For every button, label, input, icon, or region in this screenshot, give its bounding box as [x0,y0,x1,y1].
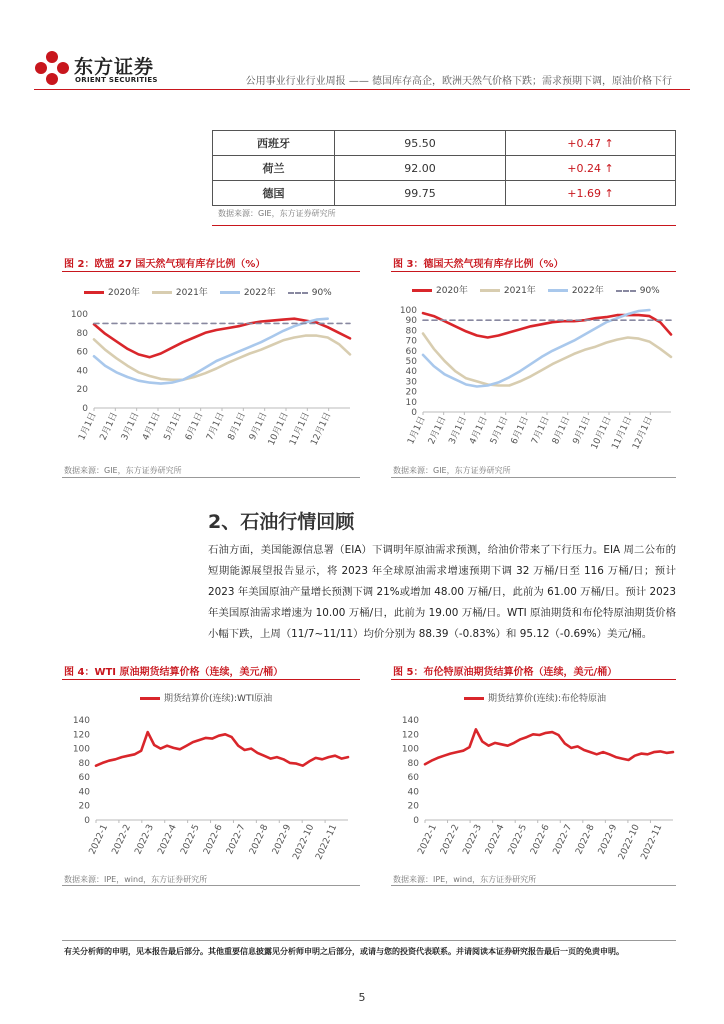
x-tick-label: 2022-4 [156,823,179,857]
y-tick-label: 40 [405,367,417,378]
y-tick-label: 80 [405,326,417,337]
series-line-2022 [94,319,328,384]
legend-item [152,288,208,298]
footer-rule [62,940,676,941]
header-divider [34,89,690,90]
page-number: 5 [358,991,366,1004]
x-tick-label: 2022-10 [291,823,317,862]
x-tick-label: 5月1日 [162,411,185,442]
legend-item [220,288,276,298]
fig2-chart [62,300,360,460]
x-tick-label: 2022-8 [247,823,271,857]
y-tick-label: 70 [405,336,417,347]
table-row [213,131,676,156]
legend-swatch [220,291,240,294]
y-tick-label: 140 [72,716,90,726]
x-tick-label: 2022-10 [616,823,642,862]
x-tick-label: 2022-5 [506,823,530,857]
x-tick-label: 2022-1 [87,823,111,857]
y-tick-label: 100 [70,310,88,320]
fig4-title: 图 4：WTI 原油期货结算价格（连续，美元/桶） [64,667,284,678]
table-cell-country: 西班牙 [213,131,335,156]
y-tick-label: 120 [72,730,90,741]
x-tick-label: 6月1日 [183,411,206,442]
x-tick-label: 1月1日 [77,411,99,442]
fig3-bottom-rule [391,477,676,478]
x-tick-label: 8月1日 [550,415,573,446]
legend-label: 2020年 [108,288,140,298]
legend-item [412,286,468,296]
fig5-title-rule [391,679,676,680]
y-tick-label: 20 [76,385,88,396]
fig3-source: 数据来源：GIE，东方证券研究所 [393,466,511,475]
section-title: 2、石油行情回顾 [208,511,355,533]
legend-label: 90% [639,286,660,296]
x-tick-label: 2月1日 [426,415,449,446]
y-tick-label: 60 [76,347,88,358]
y-tick-label: 50 [405,357,417,367]
y-tick-label: 0 [411,408,417,418]
legend-swatch [616,290,636,292]
series-line-WTI [96,732,348,766]
storage-table [212,130,676,206]
y-tick-label: 90 [405,316,417,327]
fig5-chart [391,712,676,868]
table-row [213,181,676,206]
y-tick-label: 120 [401,730,419,741]
y-tick-label: 20 [78,801,90,812]
x-tick-label: 10月1日 [266,411,291,448]
fig2-bottom-rule [62,477,360,478]
legend-swatch [412,289,432,292]
legend-swatch [548,289,568,292]
x-tick-label: 2022-1 [416,823,439,857]
table-row [213,156,676,181]
y-tick-label: 60 [78,773,90,784]
fig4-chart [62,712,360,868]
y-tick-label: 40 [407,787,419,798]
x-tick-label: 2022-3 [133,823,156,857]
fig2-title-rule [62,271,360,272]
x-tick-label: 2022-4 [484,823,507,857]
x-tick-label: 2022-8 [574,823,597,857]
brand-logo-text: 东方证券 [74,56,155,78]
fig3-legend [412,283,672,296]
legend-swatch [288,292,308,294]
x-tick-label: 2022-2 [438,823,462,857]
x-tick-label: 11月1日 [288,411,313,448]
section-paragraph: 石油方面，美国能源信息署（EIA）下调明年原油需求预测，给油价带来了下行压力。EIA 周二公布的短期能源展望报告显示，将 2023 年全球原油需求增速预期下调 32 万桶/日至 116 万桶/日；预计 2023 年美国原油产量增长预测下调 21%或增加 48.00 万桶/日，此前为 61.00 万桶/日。预计 2023 年美国原油需求增速为 10.00 万桶/日，此前为 19.00 万桶/日。WTI 原油期货和布伦特原油期货价格小幅下跌，上周（11/7~11/11）均价分别为 88.39（-0.83%）和 95.12（-0.69%）美元/桶。 [208,544,676,640]
x-tick-label: 11月1日 [610,415,635,452]
table-source: 数据来源：GIE，东方证券研究所 [218,209,336,218]
brand-logo-mark [34,50,70,86]
y-tick-label: 0 [84,816,90,826]
y-tick-label: 60 [407,773,419,784]
series-line-2021 [423,334,671,386]
legend-label: 2021年 [503,286,536,296]
x-tick-label: 6月1日 [509,415,532,446]
legend-item [140,694,272,704]
x-tick-label: 2022-11 [314,823,340,862]
y-tick-label: 100 [72,744,90,755]
legend-label: 2021年 [175,288,208,298]
table-cell-change: +1.69 ↑ [506,181,676,206]
y-tick-label: 10 [405,397,417,408]
fig3-title-rule [391,271,676,272]
fig5-title: 图 5：布伦特原油期货结算价格（连续，美元/桶） [393,667,618,678]
series-line-series0 [425,729,673,764]
table-cell-value: 99.75 [335,181,506,206]
table-cell-value: 95.50 [335,131,506,156]
x-tick-label: 2022-3 [461,823,485,857]
x-tick-label: 3月1日 [119,411,142,442]
fig2-source: 数据来源：GIE，东方证券研究所 [64,466,182,475]
legend-label: 2020年 [436,286,468,296]
x-tick-label: 5月1日 [488,415,511,446]
x-tick-label: 2022-5 [179,823,202,857]
x-tick-label: 2022-6 [529,823,552,857]
fig5-bottom-rule [391,885,676,886]
legend-item [464,694,606,704]
x-tick-label: 12月1日 [631,415,656,452]
legend-item [616,286,660,296]
fig5-source: 数据来源：IPE，wind，东方证券研究所 [393,875,537,884]
fig2-title: 图 2：欧盟 27 国天然气现有库存比例（%） [64,259,266,270]
table-cell-value: 92.00 [335,156,506,181]
fig4-title-rule [62,679,360,680]
y-tick-label: 30 [405,377,417,388]
x-tick-label: 4月1日 [141,411,163,442]
series-line-2022 [423,310,649,387]
y-tick-label: 80 [407,758,419,769]
fig4-source: 数据来源：IPE，wind，东方证券研究所 [64,875,208,884]
series-line-2020 [94,319,350,358]
y-tick-label: 0 [82,404,88,414]
fig3-title: 图 3：德国天然气现有库存比例（%） [393,259,564,270]
table-cell-change: +0.47 ↑ [506,131,676,156]
legend-swatch [140,697,160,700]
fig3-chart [391,300,676,460]
x-tick-label: 12月1日 [309,411,334,448]
y-tick-label: 80 [78,758,90,769]
y-tick-label: 20 [405,387,417,398]
y-tick-label: 0 [413,816,419,826]
y-tick-label: 100 [401,744,419,755]
legend-label: 2022年 [243,288,276,298]
legend-item [84,288,140,298]
legend-swatch [84,291,104,294]
y-tick-label: 40 [78,787,90,798]
y-tick-label: 100 [399,306,417,316]
legend-swatch [464,697,484,700]
x-tick-label: 10月1日 [589,415,614,452]
x-tick-label: 2022-11 [639,823,665,862]
x-tick-label: 8月1日 [226,411,249,442]
report-title: 公用事业行业行业周报 —— 德国库存高企，欧洲天然气价格下跌；需求预期下调，原油价格下行 [245,76,672,87]
legend-item [288,288,332,298]
x-tick-label: 9月1日 [247,411,270,442]
table-cell-country: 荷兰 [213,156,335,181]
x-tick-label: 4月1日 [468,415,490,446]
fig5-legend [464,691,618,704]
footer-disclaimer: 有关分析师的申明，见本报告最后部分。其他重要信息披露见分析师申明之后部分，或请与您的投资代表联系。并请阅读本证券研究报告最后一页的免责申明。 [64,947,624,956]
x-tick-label: 2022-9 [596,823,620,857]
legend-item [548,286,604,296]
fig4-bottom-rule [62,885,360,886]
y-tick-label: 20 [407,801,419,812]
legend-label: 90% [311,288,332,298]
y-tick-label: 40 [76,366,88,377]
legend-label: 期货结算价(连续):布伦特原油 [488,694,607,704]
x-tick-label: 2022-7 [551,823,575,857]
x-tick-label: 2月1日 [98,411,121,442]
legend-label: 2022年 [571,286,604,296]
x-tick-label: 7月1日 [205,411,227,442]
y-tick-label: 60 [405,346,417,357]
legend-swatch [480,289,500,292]
x-tick-label: 3月1日 [447,415,470,446]
x-tick-label: 7月1日 [530,415,552,446]
x-tick-label: 2022-9 [270,823,294,857]
x-tick-label: 2022-2 [110,823,134,857]
table-cell-change: +0.24 ↑ [506,156,676,181]
y-tick-label: 80 [76,328,88,339]
legend-label: 期货结算价(连续):WTI原油 [164,694,273,704]
x-tick-label: 9月1日 [571,415,594,446]
x-tick-label: 2022-6 [202,823,225,857]
table-source-divider [212,225,676,226]
x-tick-label: 2022-7 [225,823,248,857]
fig2-legend [84,285,344,298]
y-tick-label: 140 [401,716,419,726]
table-cell-country: 德国 [213,181,335,206]
fig4-legend [140,691,284,704]
storage-table-body [213,131,676,206]
x-tick-label: 1月1日 [406,415,428,446]
legend-item [480,286,536,296]
legend-swatch [152,291,172,294]
brand-logo-english: ORIENT SECURITIES [75,76,158,84]
series-line-2020 [423,313,671,337]
